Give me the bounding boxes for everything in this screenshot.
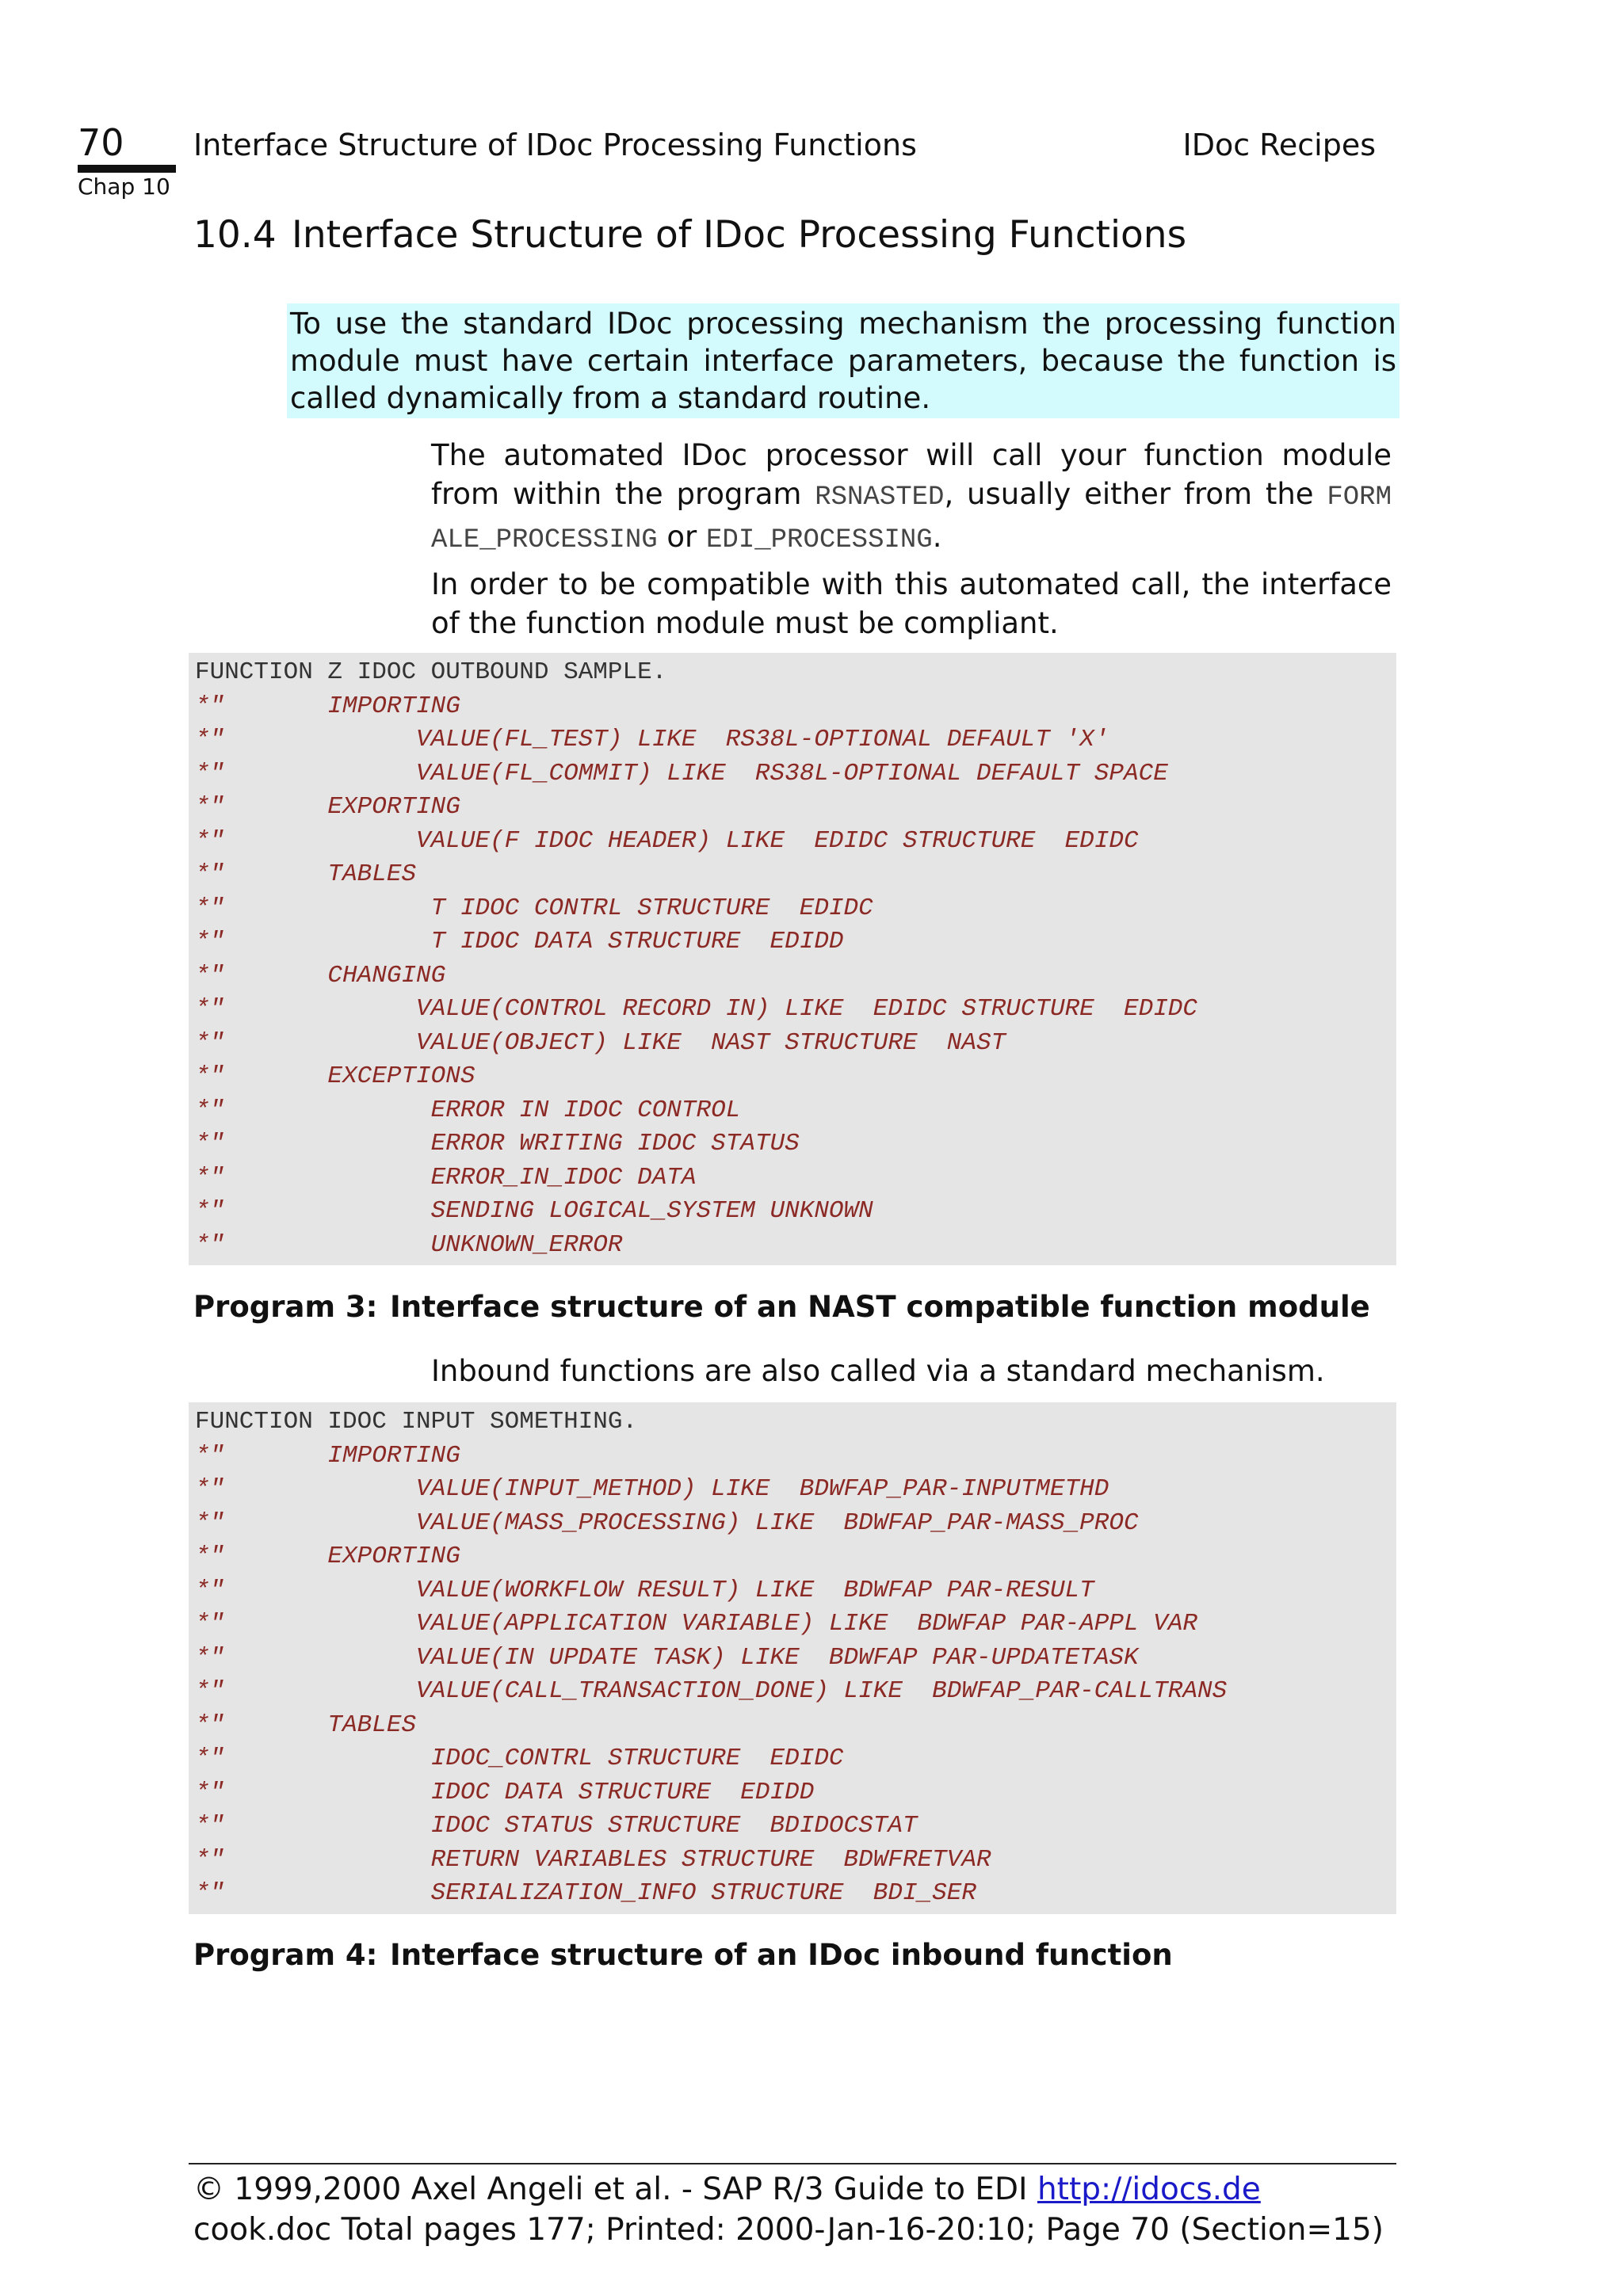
para1-text-c: or (657, 520, 707, 554)
program4-code-block (189, 1402, 1396, 1914)
summary-box: To use the standard IDoc processing mechanism the processing function module must have certain interface parameters, because the function is called dynamically from a standard routine. (287, 303, 1400, 418)
program4-caption-label: Program 4: (193, 1938, 378, 1972)
code-line: *" ERROR IN IDOC CONTROL (195, 1096, 741, 1124)
code-line: *" IMPORTING (195, 692, 460, 720)
footer-copyright: © 1999,2000 Axel Angeli et al. - SAP R/3 Guide to EDI (193, 2172, 1037, 2207)
book-title: IDoc Recipes (1182, 128, 1376, 162)
code-line: *" VALUE(FL_COMMIT) LIKE RS38L-OPTIONAL DEFAULT SPACE (195, 759, 1168, 788)
page-number-rule (78, 165, 176, 173)
section-title: Interface Structure of IDoc Processing Functions (292, 213, 1187, 257)
footer (193, 2169, 1384, 2250)
code-line: *" VALUE(CALL_TRANSACTION_DONE) LIKE BDWFAP_PAR-CALLTRANS (195, 1677, 1228, 1705)
edi-processing-code: EDI_PROCESSING (706, 525, 933, 555)
code-line: *" UNKNOWN_ERROR (195, 1230, 623, 1259)
section-number: 10.4 (193, 213, 277, 257)
code-line: *" VALUE(MASS_PROCESSING) LIKE BDWFAP_PAR-MASS_PROC (195, 1508, 1139, 1537)
program3-code-block (189, 653, 1396, 1265)
code-line: *" VALUE(FL_TEST) LIKE RS38L-OPTIONAL DEFAULT 'X' (195, 726, 1109, 753)
code-line: *" IMPORTING (195, 1441, 460, 1470)
code-line: *" RETURN VARIABLES STRUCTURE BDWFRETVAR (195, 1845, 991, 1874)
code-line: *" SERIALIZATION_INFO STRUCTURE BDI_SER (195, 1879, 976, 1907)
program3-caption (193, 1288, 1370, 1326)
program4-caption (193, 1936, 1173, 1974)
code-line: *" VALUE(WORKFLOW RESULT) LIKE BDWFAP PAR-RESULT (195, 1576, 1094, 1604)
paragraph-processor (431, 436, 1392, 560)
program3-caption-label: Program 3: (193, 1290, 378, 1324)
code-line: *" VALUE(IN UPDATE TASK) LIKE BDWFAP PAR-UPDATETASK (195, 1643, 1139, 1672)
section-heading (193, 211, 1186, 260)
code-line: *" VALUE(F IDOC HEADER) LIKE EDIDC STRUCTURE EDIDC (195, 826, 1139, 855)
program3-caption-text: Interface structure of an NAST compatible function module (390, 1290, 1370, 1324)
code-line: *" VALUE(OBJECT) LIKE NAST STRUCTURE NAST (195, 1028, 1006, 1057)
code-line: FUNCTION IDOC INPUT SOMETHING. (195, 1408, 638, 1436)
code-line: *" IDOC_CONTRL STRUCTURE EDIDC (195, 1745, 844, 1772)
paragraph-inbound: Inbound functions are also called via a standard mechanism. (431, 1354, 1325, 1388)
code-line: *" EXPORTING (195, 793, 460, 821)
code-line: *" TABLES (195, 860, 417, 888)
code-line: *" CHANGING (195, 961, 446, 990)
code-line: *" VALUE(INPUT_METHOD) LIKE BDWFAP_PAR-INPUTMETHD (195, 1475, 1109, 1503)
code-line: *" T IDOC CONTRL STRUCTURE EDIDC (195, 894, 873, 922)
code-line: *" VALUE(APPLICATION VARIABLE) LIKE BDWFAP PAR-APPL VAR (195, 1610, 1198, 1638)
code-line: *" ERROR WRITING IDOC STATUS (195, 1130, 800, 1158)
code-line: *" VALUE(CONTROL RECORD IN) LIKE EDIDC STRUCTURE EDIDC (195, 995, 1198, 1023)
running-title: Interface Structure of IDoc Processing Functions (193, 128, 917, 162)
code-line: *" TABLES (195, 1711, 417, 1739)
code-line: *" SENDING LOGICAL_SYSTEM UNKNOWN (195, 1197, 873, 1225)
code-line: FUNCTION Z IDOC OUTBOUND SAMPLE. (195, 658, 667, 686)
code-line: *" ERROR_IN_IDOC DATA (195, 1163, 697, 1192)
footer-rule (189, 2163, 1396, 2164)
paragraph-compliance: In order to be compatible with this automated call, the interface of the function module must be compliant. (431, 567, 1392, 640)
form-name-code: FORM ALE_PROCESSING (431, 482, 1392, 555)
chapter-label: Chap 10 (78, 174, 170, 200)
code-line: *" T IDOC DATA STRUCTURE EDIDD (195, 928, 844, 955)
para1-text-d: . (932, 520, 942, 554)
program-name-code: RSNASTED (815, 482, 945, 513)
program4-caption-text: Interface structure of an IDoc inbound function (390, 1938, 1173, 1972)
footer-copyright-line (193, 2169, 1384, 2210)
code-line: *" IDOC STATUS STRUCTURE BDIDOCSTAT (195, 1812, 918, 1840)
code-line: *" IDOC DATA STRUCTURE EDIDD (195, 1778, 815, 1806)
code-line: *" EXCEPTIONS (195, 1062, 475, 1090)
para1-text-b: , usually either from the (944, 477, 1327, 511)
footer-info: cook.doc Total pages 177; Printed: 2000-Jan-16-20:10; Page 70 (Section=15) (193, 2212, 1384, 2248)
code-line: *" EXPORTING (195, 1543, 460, 1570)
footer-link[interactable]: http://idocs.de (1037, 2172, 1261, 2207)
page-number: 70 (78, 121, 124, 164)
para1-text-a: The automated IDoc processor will call your function module from within the program (431, 438, 1392, 511)
